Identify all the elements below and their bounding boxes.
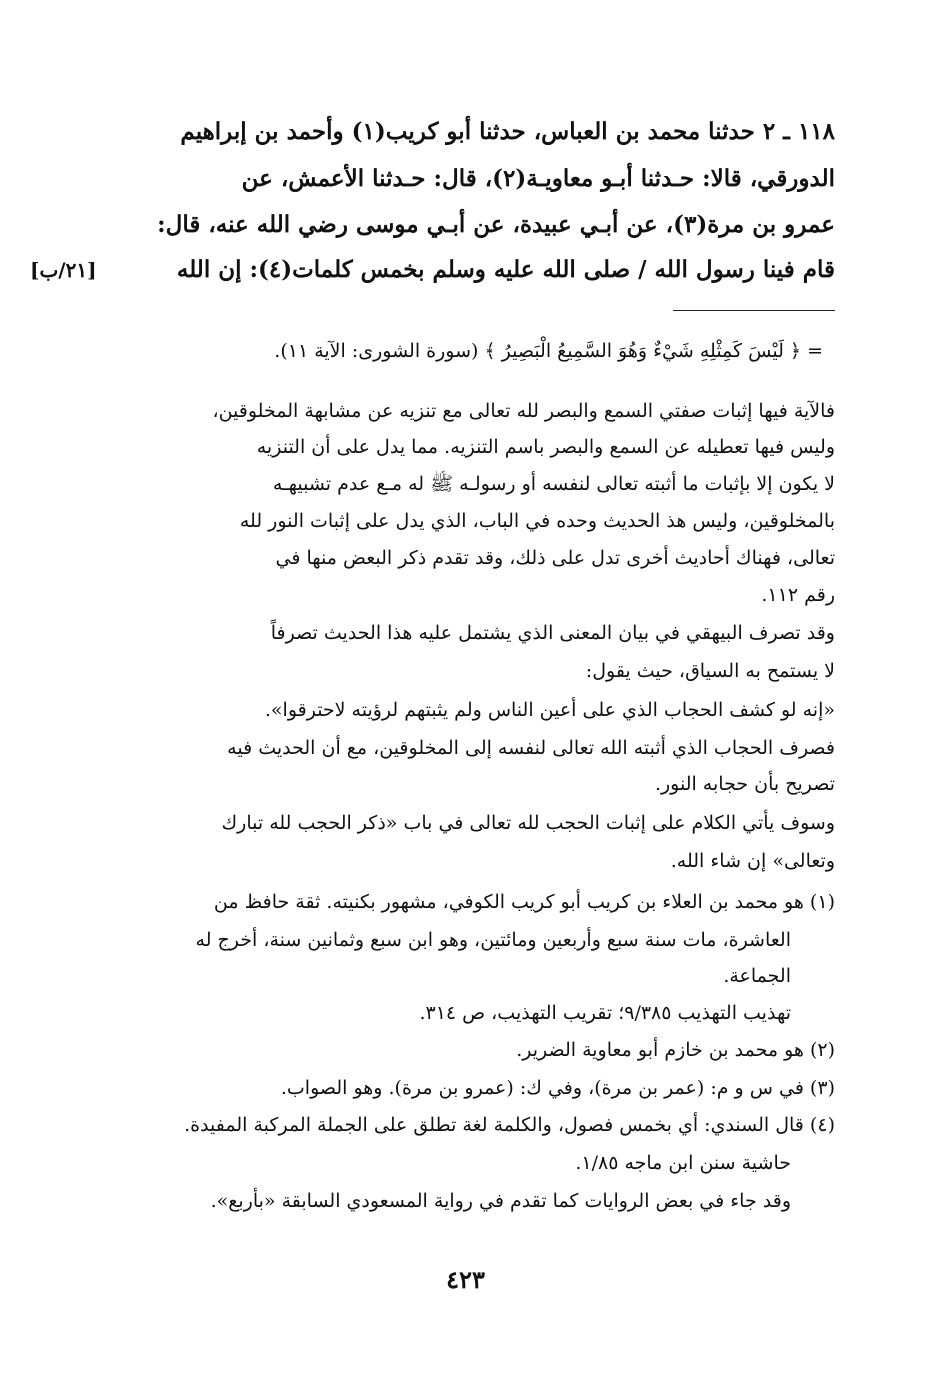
footnote-4-source: حاشية سنن ابن ماجه ١/٨٥. [575, 1152, 791, 1174]
commentary-line: فصرف الحجاب الذي أثبته الله تعالى لنفسه إلى المخلوقين، مع أن الحديث فيه [227, 737, 835, 759]
commentary-line: تعالى، فهناك أحاديث أخرى تدل على ذلك، وقد تقدم ذكر البعض منها في [275, 547, 835, 569]
commentary-line: وتعالى» إن شاء الله. [670, 850, 835, 872]
commentary-line: وليس فيها تعطيله عن السمع والبصر باسم التنزيه. مما يدل على أن التنزيه [256, 436, 835, 458]
commentary-line: بالمخلوقين، وليس هذ الحديث وحده في الباب، الذي يدل على إثبات النور لله [239, 510, 835, 532]
commentary-line: وقد تصرف البيهقي في بيان المعنى الذي يشتمل عليه هذا الحديث تصرفاً [270, 622, 835, 644]
commentary-line: وسوف يأتي الكلام على إثبات الحجب لله تعالى في باب «ذكر الحجب لله تبارك [221, 812, 835, 834]
hadith-line-2: الدورقي، قالا: حـدثنا أبـو معاويـة(٢)، قال: حـدثنا الأعمش، عن [241, 165, 835, 192]
footnote-3: (٣) في س و م: (عمر بن مرة)، وفي ك: (عمرو بن مرة). وهو الصواب. [280, 1077, 835, 1099]
commentary-line: تصريح بأن حجابه النور. [654, 773, 835, 795]
footnote-4-cont: وقد جاء في بعض الروايات كما تقدم في رواية المسعودي السابقة «بأربع». [210, 1190, 791, 1212]
hadith-line-3: عمرو بن مرة(٣)، عن أبـي عبيدة، عن أبـي موسى رضي الله عنه، قال: [157, 211, 835, 238]
hadith-line-4: قام فينا رسول الله / صلى الله عليه وسلم بخمس كلمات(٤): إن الله [176, 256, 835, 283]
commentary-line: رقم ١١٢. [761, 584, 835, 606]
hadith-line-1: ١١٨ ـ ٢ حدثنا محمد بن العباس، حدثنا أبو كريب(١) وأحمد بن إبراهيم [180, 118, 835, 145]
commentary-line: لا يستمح به السياق، حيث يقول: [585, 660, 835, 682]
footnote-1-source: تهذيب التهذيب ٩/٣٨٥؛ تقريب التهذيب، ص ٣١٤. [419, 1002, 791, 1024]
commentary-line: لا يكون إلا بإثبات ما أثبته تعالى لنفسه أو رسولـه ﷺ له مـع عدم تشبيهـه [272, 473, 835, 495]
footnote-separator [673, 310, 835, 311]
footnote-4: (٤) قال السندي: أي بخمس فصول، والكلمة لغة تطلق على الجملة المركبة المفيدة. [184, 1114, 835, 1136]
footnote-1-cont: الجماعة. [723, 965, 791, 987]
verse-citation: = ﴿ لَيْسَ كَمِثْلِهِ شَيْءٌ وَهُوَ السَّمِيعُ الْبَصِيرُ ﴾ (سورة الشورى: الآية ١١). [274, 340, 823, 362]
footnote-2: (٢) هو محمد بن خازم أبو معاوية الضرير. [516, 1039, 835, 1061]
page-number: ٤٢٣ [446, 1265, 485, 1294]
footnote-1: (١) هو محمد بن العلاء بن كريب أبو كريب الكوفي، مشهور بكنيته. ثقة حافظ من [213, 891, 835, 913]
commentary-quote: «إنه لو كشف الحجاب الذي على أعين الناس ولم يثبتهم لرؤيته لاحترقوا». [264, 699, 835, 721]
commentary-line: فالآية فيها إثبات صفتي السمع والبصر لله تعالى مع تنزيه عن مشابهة المخلوقين، [212, 400, 835, 422]
margin-folio-reference: [٢١/ب] [30, 258, 97, 282]
footnote-1-cont: العاشرة، مات سنة سبع وأربعين ومائتين، وهو ابن سبع وثمانين سنة، أخرج له [195, 929, 791, 951]
